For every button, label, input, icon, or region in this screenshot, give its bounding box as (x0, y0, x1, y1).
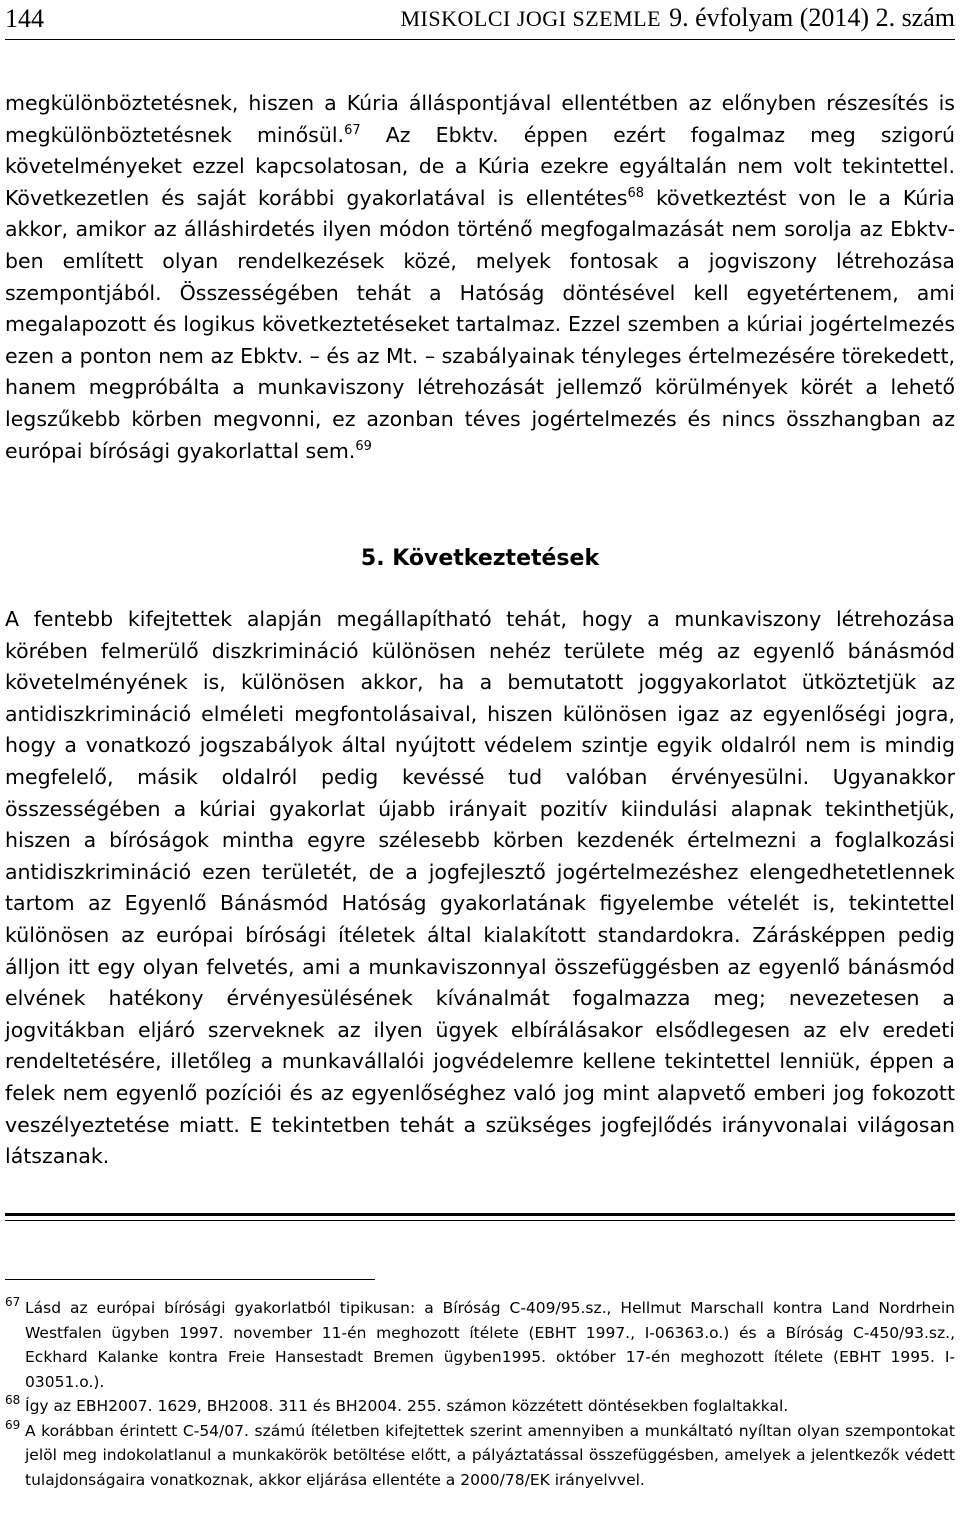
journal-name: MISKOLCI JOGI SZEMLE (400, 6, 662, 31)
footnote-number: 68 (5, 1393, 21, 1407)
footnote-68 (5, 1394, 955, 1419)
journal-issue: 9. évfolyam (2014) 2. szám (669, 3, 955, 32)
footnote-ref-69[interactable]: 69 (355, 438, 372, 454)
paragraph-text: következtést von le a Kúria akkor, amikor az álláshirdetés ilyen módon történő megfogalmazását nem sorolja az Ebktv-ben említett olyan rendelkezések közé, melyek fontosak a jogviszony létrehozása szempontjából. Összességében tehát a Hatóság döntésével kell egyetértenem, ami megalapozott és logikus következtetéseket tartalmaz. Ezzel szemben a kúriai jogértelmezés ezen a ponton nem az Ebktv. – és az Mt. – szabályainak tényleges értelmezésére törekedett, hanem megpróbálta a munkaviszony létrehozását jellemző körülmények körét a lehető legszűkebb körben megvonni, ez azonban téves jogértelmezés és nincs összhangban az európai bírósági gyakorlattal sem. (5, 185, 955, 463)
paragraph-text: megkülönböztetésnek, hiszen a Kúria álláspontjával ellentétben az előnyben részesítés is megkülönböztetésnek minősül. (5, 91, 955, 147)
running-title (401, 3, 956, 34)
footnote-text: Lásd az európai bírósági gyakorlatból tipikusan: a Bíróság C-409/95.sz., Hellmut Marschall kontra Land Nordrhein Westfalen ügyben 1997. november 11-én meghozott ítélete (EBHT 1997., I-06363.o.) és a Bíróság C-450/93.sz., Eckhard Kalanke kontra Freie Hansestadt Bremen ügyben1995. október 17-én meghozott ítélete (EBHT 1995. I-03051.o.). (25, 1299, 955, 1391)
double-rule-divider (5, 1213, 955, 1221)
footnote-ref-68[interactable]: 68 (627, 185, 645, 201)
section-heading: 5. Következtetések (360, 546, 600, 571)
body-paragraph-2: A fentebb kifejtettek alapján megállapítható tehát, hogy a munkaviszony létrehozása körében felmerülő diszkrimináció különösen nehéz területe még az egyenlő bánásmód követelményének is, különösen akkor, ha a bemutatott joggyakorlatot ütköztetjük az antidiszkrimináció elméleti megfontolásaival, hiszen különösen igaz az egyenlőségi jogra, hogy a vonatkozó jogszabályok által nyújtott védelem szintje egyik oldalról nem is mindig megfelelő, másik oldalról pedig kevéssé tud valóban érvényesülni. Ugyanakkor összességében a kúriai gyakorlat újabb irányait pozitív kiindulási alapnak tekinthetjük, hiszen a bíróságok mintha egyre szélesebb körben kezdenék értelmezni a foglalkozási antidiszkrimináció ezen területét, de a jogfejlesztő jogértelmezéshez elengedhetetlennek tartom az Egyenlő Bánásmód Hatóság gyakorlatának figyelembe vételét is, tekintettel különösen az európai bírósági ítéletek által kialakított standardokra. Zárásképpen pedig álljon itt egy olyan felvetés, ami a munkaviszonnyal összefüggésben az egyenlő bánásmód elvének hatékony érvényesülésének kívánalmát fogalmazza meg; nevezetesen a jogvitákban eljáró szerveknek az ilyen ügyek elbírálásakor elsődlegesen az elv eredeti rendeltetésére, illetőleg a munkavállalói jogvédelemre kellene tekintettel lenniük, éppen a felek nem egyenlő pozíciói és az egyenlőséghez való jog mint alapvető emberi jog fokozott veszélyeztetése miatt. E tekintetben tehát a szükséges jogfejlődés irányvonalai világosan látszanak. (5, 607, 955, 1169)
footnote-ref-67[interactable]: 67 (344, 122, 361, 138)
body-paragraph-1 (5, 88, 955, 467)
footnote-number: 67 (5, 1295, 21, 1309)
footnotes (5, 1296, 955, 1492)
footnote-67 (5, 1296, 955, 1394)
footnote-text: Így az EBH2007. 1629, BH2008. 311 és BH2004. 255. számon közzétett döntésekben foglaltakkal. (25, 1397, 789, 1415)
footnote-number: 69 (5, 1417, 21, 1432)
footnote-69 (5, 1419, 955, 1493)
paragraph-text: Az Ebktv. éppen ezért fogalmaz meg szigorú követelményeket ezzel kapcsolatosan, de a Kúria ezekre egyáltalán nem volt tekintettel. Következetlen és saját korábbi gyakorlatával is ellentétes (5, 122, 955, 210)
footnote-text: A korábban érintett C-54/07. számú ítéletben kifejtettek szerint amennyiben a munkáltató nyíltan olyan szempontokat jelöl meg indokolatlanul a munkakörök betöltése előtt, a pályáztatással összefüggésben, amelyek a jelentkezők védett tulajdonságaira vonatkoznak, akkor eljárása ellentéte a 2000/78/EK irányelvvel. (25, 1421, 955, 1489)
footnote-separator (5, 1279, 375, 1280)
page-header (5, 0, 955, 40)
page-number: 144 (5, 4, 44, 33)
